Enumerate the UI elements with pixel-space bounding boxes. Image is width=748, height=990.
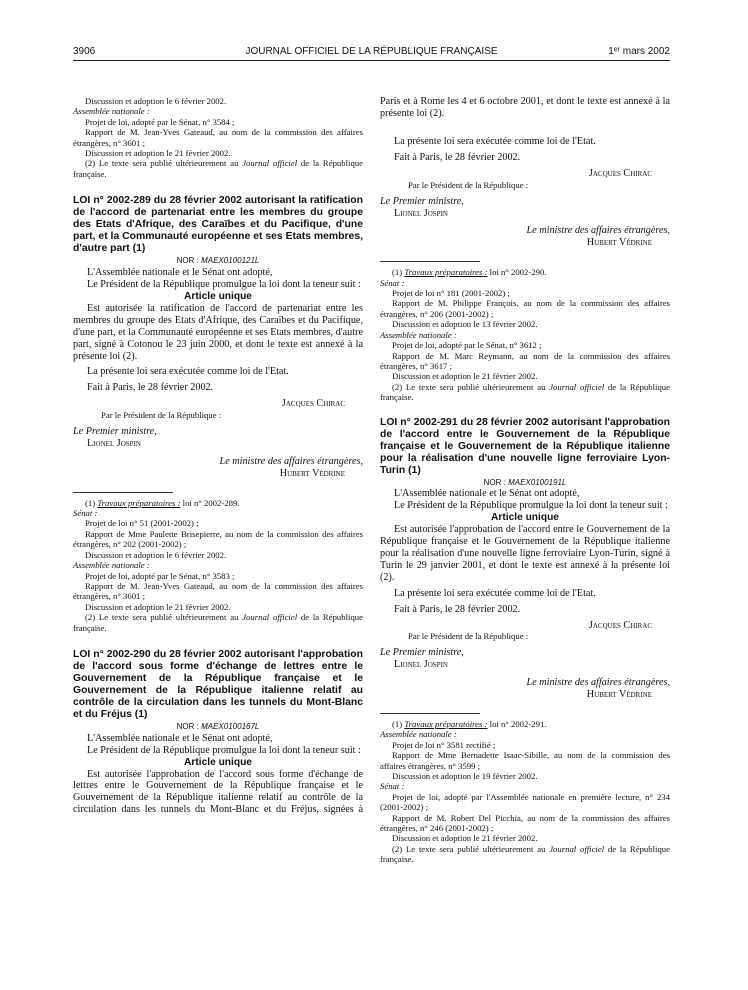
footnote-line: Projet de loi n° 3581 rectifié ; xyxy=(392,739,496,750)
footnote-line: Projet de loi, adopté par le Sénat, n° 3612 ; xyxy=(392,340,542,351)
footnote-heading: (1) Travaux préparatoires : loi n° 2002-289. xyxy=(85,497,240,508)
note-line: Discussion et adoption le 6 février 2002. xyxy=(85,96,227,106)
prime-minister-name: Lionel Jospin xyxy=(87,437,141,449)
footnote-divider xyxy=(73,492,173,493)
footnote-line: Sénat : xyxy=(73,508,98,519)
law-title: LOI n° 2002-290 du 28 février 2002 autorisant l'approbation de l'accord sous forme d'échange de lettres entre le Gouvernement de la République française et le Gouvernement de la République italienne relatif au contrôle de la circulation dans les tunnels du Mont-Blanc et du Fréjus (1) xyxy=(73,648,363,720)
page-header xyxy=(73,46,670,61)
law-title: LOI n° 2002-291 du 28 février 2002 autorisant l'approbation de l'accord entre le Gouvernement de la République française et le Gouvernement de la République italienne pour la réalisation d'une nouvelle ligne ferroviaire Lyon-Turin (1) xyxy=(380,416,670,476)
article-body: Est autorisée la ratification de l'accord de partenariat entre les membres du groupe des Etats d'Afrique, des Caraïbes et du Pacifique, d'une part, et la Communauté européenne et ses Etats membres, d'autre part, signé à Cotonou le 23 juin 2000, et dont le texte est annexé à la présente loi (2). xyxy=(73,302,363,362)
article-body: Est autorisée l'approbation de l'accord entre le Gouvernement de la République française et le Gouvernement de la République italienne pour la réalisation d'une nouvelle ligne ferroviaire Lyon-Turin, signé à Turin le 29 janvier 2001, et dont le texte est annexé à la présente loi (2). xyxy=(380,524,670,583)
president-name: Jacques Chirac xyxy=(588,619,652,631)
preamble: Le Président de la République promulgue la loi dont la teneur suit : xyxy=(394,500,668,512)
footnote-line: Rapport de M. Jean-Yves Gateaud, au nom de la commission des affaires étrangères, n° 3601 ; xyxy=(73,580,363,602)
law-title: LOI n° 2002-289 du 28 février 2002 autorisant la ratification de l'accord de partenariat entre les membres du groupe des Etats d'Afrique, des Caraïbes et du Pacifique, d'une part, et la Communauté européenne et ses Etats membres, d'autre part (1) xyxy=(73,195,363,255)
prime-minister-title: Le Premier ministre, xyxy=(380,195,464,207)
preamble: L'Assemblée nationale et le Sénat ont adopté, xyxy=(394,488,580,500)
signature-by-line: Par le Président de la République : xyxy=(101,410,222,421)
preamble: Le Président de la République promulgue la loi dont la teneur suit : xyxy=(87,744,361,756)
signature-place-date: Fait à Paris, le 28 février 2002. xyxy=(394,151,521,163)
note-line: Assemblée nationale : xyxy=(73,106,150,117)
minister-title: Le ministre des affaires étrangères, xyxy=(219,455,363,467)
footnote-line: Projet de loi, adopté par le Sénat, n° 3583 ; xyxy=(85,570,235,581)
footnote-line: Discussion et adoption le 13 février 2002. xyxy=(392,319,538,330)
prime-minister-title: Le Premier ministre, xyxy=(380,647,464,659)
footnote-line: Discussion et adoption le 21 février 2002. xyxy=(85,601,231,612)
footnote-line: Projet de loi, adopté par l'Assemblée nationale en première lecture, n° 234 (2001-2002) ; xyxy=(380,791,670,813)
article-body: Est autorisée l'approbation de l'accord sous forme d'échange de lettres entre le Gouvernement de la République française et le Gouvernement de la République italienne relatif au contrôle de la circulation dans les tunnels du Mont-Blanc et du Fréjus, signées à xyxy=(73,768,363,816)
article-heading: Article unique xyxy=(491,512,559,524)
footnote-line: Rapport de M. Philippe François, au nom de la commission des affaires étrangères, n° 206 (2001-2002) ; xyxy=(380,298,670,319)
minister-title: Le ministre des affaires étrangères, xyxy=(526,225,670,237)
journal-title: JOURNAL OFFICIEL DE LA RÉPUBLIQUE FRANÇAISE xyxy=(245,46,498,57)
footnote-line: Rapport de M. Marc Reymann, au nom de la commission des affaires étrangères, n° 3617 ; xyxy=(380,350,670,371)
execution-clause: La présente loi sera exécutée comme loi de l'Etat. xyxy=(87,366,289,378)
issue-date: 1ᵉʳ mars 2002 xyxy=(608,46,670,57)
minister-name: Hubert Védrine xyxy=(279,467,345,479)
footnote-heading: (1) Travaux préparatoires : loi n° 2002-291. xyxy=(392,718,547,729)
signature-by-line: Par le Président de la République : xyxy=(408,179,529,190)
note-line: (2) Le texte sera publié ultérieurement au Journal officiel de la République française. xyxy=(73,158,363,179)
note-line: Projet de loi, adopté par le Sénat, n° 3584 ; xyxy=(85,116,235,127)
minister-name: Hubert Védrine xyxy=(586,237,652,249)
nor-reference: NOR : MAEX0100191L xyxy=(483,477,567,487)
signature-by-line: Par le Président de la République : xyxy=(408,631,529,642)
execution-clause: La présente loi sera exécutée comme loi de l'Etat. xyxy=(394,587,596,599)
article-body-continued: Paris et à Rome les 4 et 6 octobre 2001, et dont le texte est annexé à la présente loi (2). xyxy=(380,96,670,119)
prime-minister-title: Le Premier ministre, xyxy=(73,426,157,438)
left-column xyxy=(73,96,363,817)
footnote-line: Discussion et adoption le 19 février 2002. xyxy=(392,770,538,781)
preamble: Le Président de la République promulgue la loi dont la teneur suit : xyxy=(87,279,361,291)
president-name: Jacques Chirac xyxy=(588,167,652,179)
execution-clause: La présente loi sera exécutée comme loi de l'Etat. xyxy=(394,136,596,147)
footnote-line: (2) Le texte sera publié ultérieurement au Journal officiel de la République française. xyxy=(380,381,670,403)
minister-name: Hubert Védrine xyxy=(586,689,652,701)
footnote-divider xyxy=(380,261,480,262)
footnote-line: Rapport de Mme Paulette Brisepierre, au nom de la commission des affaires étrangères, n° 202 (2001-2002) ; xyxy=(73,528,363,550)
prime-minister-name: Lionel Jospin xyxy=(394,207,448,219)
footnote-line: Discussion et adoption le 21 février 2002. xyxy=(392,371,538,382)
footnote-line: Assemblée nationale : xyxy=(73,560,150,571)
footnote-line: Rapport de M. Robert Del Picchia, au nom de la commission des affaires étrangères, n° 246 (2001-2002) ; xyxy=(380,812,670,833)
footnote-heading: (1) Travaux préparatoires : loi n° 2002-290. xyxy=(392,267,547,278)
footnote-line: Assemblée nationale : xyxy=(380,729,457,740)
note-line: Discussion et adoption le 21 février 2002. xyxy=(85,148,231,159)
right-column xyxy=(380,96,670,865)
footnote-line: Projet de loi n° 181 (2001-2002) ; xyxy=(392,288,510,299)
footnote-line: Discussion et adoption le 21 février 2002. xyxy=(392,833,538,844)
signature-place-date: Fait à Paris, le 28 février 2002. xyxy=(87,382,214,394)
footnote-line: (2) Le texte sera publié ultérieurement au Journal officiel de la République française. xyxy=(73,612,363,633)
note-line: Rapport de M. Jean-Yves Gateaud, au nom de la commission des affaires étrangères, n° 3601 ; xyxy=(73,127,363,148)
nor-reference: NOR : MAEX0100121L xyxy=(176,256,260,266)
footnote-line: Discussion et adoption le 6 février 2002. xyxy=(85,549,227,560)
footnote-line: Projet de loi n° 51 (2001-2002) ; xyxy=(85,518,199,529)
president-name: Jacques Chirac xyxy=(281,398,345,410)
footnote-line: Sénat : xyxy=(380,277,405,288)
minister-title: Le ministre des affaires étrangères, xyxy=(526,677,670,689)
footnote-line: Rapport de Mme Bernadette Isaac-Sibille, au nom de la commission des affaires étrangères, n° 3599 ; xyxy=(380,750,670,771)
footnote-line: Sénat : xyxy=(380,781,405,792)
nor-reference: NOR : MAEX0100167L xyxy=(176,721,260,731)
article-heading: Article unique xyxy=(184,290,252,302)
prime-minister-name: Lionel Jospin xyxy=(394,659,448,671)
footnote-line: (2) Le texte sera publié ultérieurement au Journal officiel de la République française. xyxy=(380,843,670,865)
preamble: L'Assemblée nationale et le Sénat ont adopté, xyxy=(87,732,273,744)
footnote-divider xyxy=(380,713,480,714)
signature-place-date: Fait à Paris, le 28 février 2002. xyxy=(394,603,521,615)
page-number: 3906 xyxy=(73,46,96,57)
preamble: L'Assemblée nationale et le Sénat ont adopté, xyxy=(87,267,273,279)
article-heading: Article unique xyxy=(184,756,252,768)
footnote-line: Assemblée nationale : xyxy=(380,329,457,340)
